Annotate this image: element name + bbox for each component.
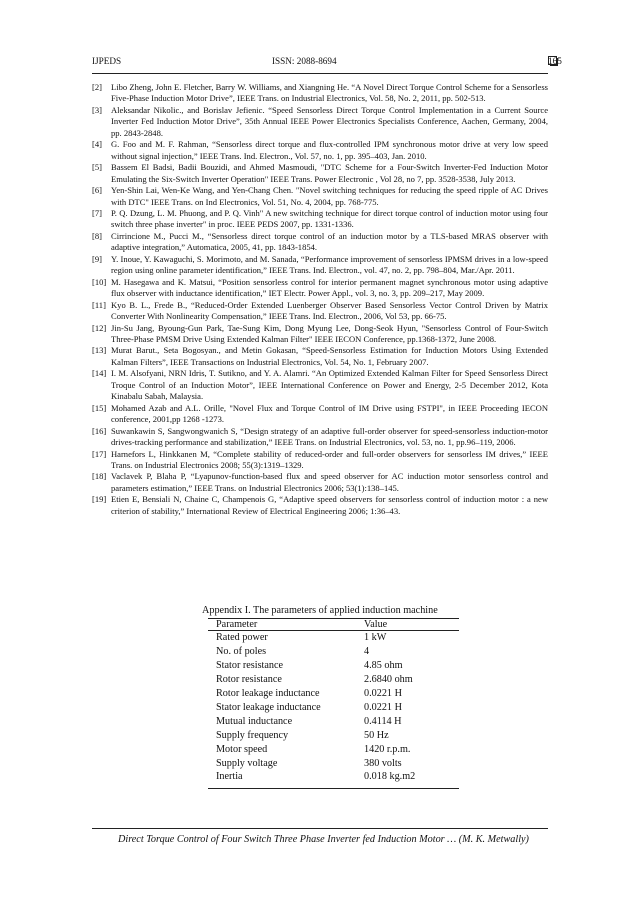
reference-number: [15] [92, 402, 107, 413]
table-cell-parameter: No. of poles [216, 646, 267, 657]
reference-text: Harnefors L, Hinkkanen M, “Complete stability of reduced-order and full-order observers for sensorless IM drives,” IEEE Trans. on Industrial Electronics 2008; 55(3):1319–1329. [111, 448, 548, 470]
reference-number: [17] [92, 448, 107, 459]
header-rule [92, 73, 548, 74]
reference-number: [18] [92, 471, 107, 482]
table-cell-parameter: Inertia [216, 771, 243, 782]
reference-item [92, 494, 548, 517]
reference-item [92, 345, 548, 368]
reference-text: Aleksandar Nikolic., and Borislav Jefienic. “Speed Sensorless Direct Torque Control Implementation in a Current Source Inverter Fed Induction Motor Drive”, 35th Annual IEEE Power Electronics Specialists Conference, Aachen, Germany, 2004, pp. 2843-2848. [111, 104, 548, 138]
page-header [92, 56, 562, 70]
table-cell-parameter: Rotor leakage inductance [216, 688, 320, 699]
reference-number: [16] [92, 425, 107, 436]
reference-number: [4] [92, 139, 102, 150]
reference-number: [19] [92, 494, 107, 505]
reference-item [92, 471, 548, 494]
table-bottom-rule [208, 788, 459, 789]
table-cell-value: 380 volts [364, 758, 402, 769]
reference-number: [8] [92, 230, 102, 241]
reference-item [92, 162, 548, 185]
table-cell-value: 50 Hz [364, 730, 389, 741]
reference-item [92, 300, 548, 323]
reference-text: Mohamed Azab and A.L. Orille, "Novel Flux and Torque Control of IM Drive using FSTPI", in IEEE Proceeding IECON conference, 2001,pp 1268 -1273. [111, 402, 548, 425]
reference-item [92, 82, 548, 105]
table-header-rule [208, 630, 459, 631]
reference-text: Jin-Su Jang, Byoung-Gun Park, Tae-Sung Kim, Dong Myung Lee, Dong-Seok Hyun, "Sensorless Control of Four-Switch Three-Phase PMSM Drive Using Extended Kalman Filter" IEEE IECON Conference, pp.1368-1372, June 2008. [111, 322, 548, 344]
reference-number: [6] [92, 185, 102, 196]
reference-item [92, 449, 548, 472]
reference-text: I. M. Alsofyani, NRN Idris, T. Sutikno, and Y. A. Alamri. “An Optimized Extended Kalman Filter for Speed Sensorless Direct Troque Control of an Induction Motor”, IEEE International Conference on Power and Energy, 2-5 December 2012, Kota Kinabalu Sabah, Malaysia. [111, 368, 548, 402]
table-cell-value: 4.85 ohm [364, 660, 403, 671]
page-footer: Direct Torque Control of Four Switch Three Phase Inverter fed Induction Motor … (M. K. Metwally) [118, 834, 529, 845]
table-caption: Appendix I. The parameters of applied induction machine [202, 605, 438, 616]
reference-item [92, 185, 548, 208]
table-cell-parameter: Stator leakage inductance [216, 702, 321, 713]
journal-name: IJPEDS [92, 56, 122, 66]
table-cell-value: 0.4114 H [364, 716, 402, 727]
reference-item [92, 254, 548, 277]
table-cell-value: 1420 r.p.m. [364, 744, 411, 755]
table-cell-parameter: Supply frequency [216, 730, 289, 741]
reference-text: Vaclavek P, Blaha P, “Lyapunov-function-based flux and speed observer for AC induction motor sensorless control and parameters estimation,” IEEE Trans. on Industrial Electronics 2006; 53(1):138–145. [111, 471, 548, 493]
reference-text: Kyo B. L., Frede B., “Reduced-Order Extended Luenberger Observer Based Sensorless Vector Control Driven by Matrix Converter With Nonlinearity Compensation,” IEEE Trans. Ind. Electron., 2006, Vol 53, pp. 66-75. [111, 299, 548, 322]
reference-item [92, 208, 548, 231]
reference-item [92, 139, 548, 162]
reference-text: Cirrincione M., Pucci M., “Sensorless direct torque control of an induction motor by a TLS-based MRAS observer with adaptive integration,” Automatica, 2005, 41, pp. 1843-1854. [111, 230, 548, 253]
footer-rule [92, 828, 548, 829]
page-number: 165 [548, 56, 562, 66]
table-cell-value: 0.0221 H [364, 702, 402, 713]
reference-number: [5] [92, 162, 102, 173]
reference-item [92, 368, 548, 402]
reference-text: Suwankawin S, Sangwongwanich S, “Design strategy of an adaptive full-order observer for speed-sensorless induction-motor drives-tracking performance and stabilization,” IEEE Trans. on Industrial Electronics, vol. 53, no. 1, pp.96–119, 2006. [111, 425, 548, 448]
reference-number: [14] [92, 368, 107, 379]
reference-item [92, 403, 548, 426]
reference-text: Libo Zheng, John E. Fletcher, Barry W. Williams, and Xiangning He. “A Novel Direct Torque Control Scheme for a Sensorless Five-Phase Induction Motor Drive”, IEEE Trans. on Industrial Electronics, Vol. 58, No. 2, 2011, pp. 502-513. [111, 82, 548, 104]
reference-item [92, 105, 548, 139]
table-cell-parameter: Supply voltage [216, 758, 278, 769]
reference-text: Bassem El Badsi, Badii Bouzidi, and Ahmed Masmoudi, "DTC Scheme for a Four-Switch Inverter-Fed Induction Motor Emulating the Six-Switch Inverter Operation" IEEE Trans. Power Electronic , Vol 28, no 7, pp. 3528-3538, July 2013. [111, 162, 548, 184]
reference-text: M. Hasegawa and K. Matsui, “Position sensorless control for interior permanent magnet synchronous motor using adaptive flux observer with inductance identification,” IET Electr. Power Appl., vol. 3, no. 3, pp. 209–217, May 2009. [111, 276, 548, 299]
reference-number: [12] [92, 322, 107, 333]
reference-number: [11] [92, 299, 106, 310]
table-cell-parameter: Motor speed [216, 744, 268, 755]
reference-text: Murat Barut., Seta Bogosyan., and Metin Gokasan, “Speed-Sensorless Estimation for Induction Motors Using Extended Kalman Filters”, IEEE Transactions on Industrial Electronics, Vol. 54, No. 1, February 2007. [111, 345, 548, 367]
reference-text: Yen-Shin Lai, Wen-Ke Wang, and Yen-Chang Chen. "Novel switching techniques for reducing the speed ripple of AC Drives with DTC" IEEE Trans. on Ind Electronics, Vol. 51, No. 4, 2004, pp. 768-775. [111, 185, 548, 207]
table-cell-value: 2.6840 ohm [364, 674, 413, 685]
reference-item [92, 277, 548, 300]
table-cell-parameter: Stator resistance [216, 660, 284, 671]
reference-item [92, 231, 548, 254]
table-cell-parameter: Rated power [216, 632, 268, 643]
reference-number: [13] [92, 345, 107, 356]
reference-item [92, 323, 548, 346]
table-cell-value: 0.0221 H [364, 688, 402, 699]
reference-list [92, 82, 548, 517]
reference-number: [2] [92, 82, 102, 92]
reference-number: [9] [92, 253, 102, 264]
table-cell-value: 4 [364, 646, 370, 657]
reference-number: [3] [92, 104, 102, 115]
reference-number: [7] [92, 207, 102, 218]
reference-item [92, 426, 548, 449]
table-cell-value: 0.018 kg.m2 [364, 771, 416, 782]
reference-text: Etien E, Bensiali N, Chaine C, Champenois G, “Adaptive speed observers for sensorless control of induction motor : a new criterion of stability,” International Review of Electrical Engineering 2006; 1:36–43. [111, 494, 548, 516]
table-cell-value: 1 kW [364, 632, 387, 643]
table-cell-parameter: Mutual inductance [216, 716, 293, 727]
reference-number: [10] [92, 276, 107, 287]
reference-text: Y. Inoue, Y. Kawaguchi, S. Morimoto, and M. Sanada, “Performance improvement of sensorless IPMSM drives in a low-speed region using online parameter identification,” IEEE Trans. Ind. Electron., vol. 47, no. 2, pp. 798–804, Mar./Apr. 2011. [111, 253, 548, 276]
issn-label: ISSN: 2088-8694 [272, 56, 337, 66]
table-header-value: Value [364, 619, 388, 630]
table-header-parameter: Parameter [216, 619, 258, 630]
reference-text: P. Q. Dzung, L. M. Phuong, and P. Q. Vinh" A new switching technique for direct torque control of induction motor using four switch three phase inverter" in proc. IEEE PEDS 2007, pp. 1331-1336. [111, 207, 548, 230]
reference-text: G. Foo and M. F. Rahman, “Sensorless direct torque and flux-controlled IPM synchronous motor drive at very low speed without signal injection,” IEEE Trans. Ind. Electron., Vol. 57, no. 1, pp. 395–403, Jan. 2010. [111, 139, 548, 161]
table-cell-parameter: Rotor resistance [216, 674, 282, 685]
